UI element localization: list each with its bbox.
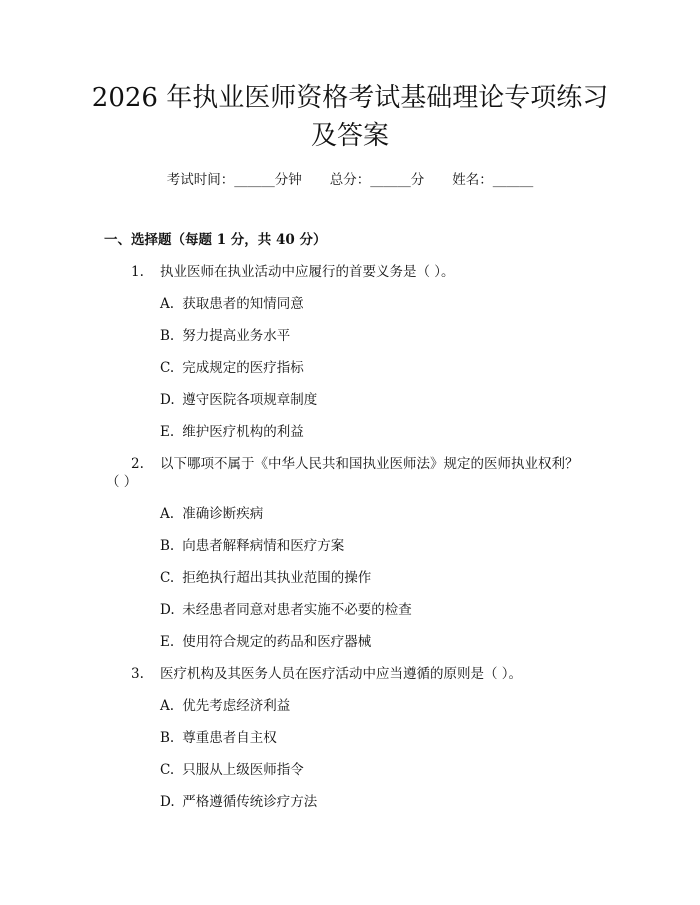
total-score-label: 总分：______分 xyxy=(329,172,425,188)
option-item[interactable] xyxy=(160,504,263,524)
page-title-line2: 及答案 xyxy=(310,121,389,151)
option-item[interactable] xyxy=(160,792,317,812)
option-letter: B. xyxy=(160,328,175,344)
option-text: 严格遵循传统诊疗方法 xyxy=(182,794,318,810)
section-heading: 一、选择题（每题 1 分，共 40 分） xyxy=(104,232,327,248)
option-letter: A. xyxy=(160,296,175,312)
question-text: 执业医师在执业活动中应履行的首要义务是（ ）。 xyxy=(160,264,455,280)
student-name-label: 姓名：______ xyxy=(452,172,534,188)
option-item[interactable] xyxy=(160,728,277,748)
option-item[interactable] xyxy=(160,326,290,346)
option-letter: D. xyxy=(160,794,175,810)
option-item[interactable] xyxy=(160,632,371,652)
option-text: 向患者解释病情和医疗方案 xyxy=(182,538,345,554)
option-letter: E. xyxy=(160,634,175,650)
option-text: 努力提高业务水平 xyxy=(182,328,291,344)
option-item[interactable] xyxy=(160,294,304,314)
option-letter: D. xyxy=(160,602,175,618)
option-text: 拒绝执行超出其执业范围的操作 xyxy=(182,570,372,586)
option-item[interactable] xyxy=(160,760,304,780)
option-text: 只服从上级医师指令 xyxy=(182,762,304,778)
option-letter: B. xyxy=(160,538,175,554)
option-text: 准确诊断疾病 xyxy=(182,506,264,522)
option-text: 优先考虑经济利益 xyxy=(182,698,291,714)
question-text-continued: （ ） xyxy=(106,474,138,490)
question-text: 医疗机构及其医务人员在医疗活动中应当遵循的原则是（ ）。 xyxy=(160,666,523,682)
option-text: 维护医疗机构的利益 xyxy=(182,424,304,440)
question-number: 1. xyxy=(131,264,144,280)
option-text: 使用符合规定的药品和医疗器械 xyxy=(182,634,372,650)
option-item[interactable] xyxy=(160,390,317,410)
option-item[interactable] xyxy=(160,422,304,442)
option-letter: E. xyxy=(160,424,175,440)
option-text: 遵守医院各项规章制度 xyxy=(182,392,318,408)
option-letter: A. xyxy=(160,506,175,522)
option-text: 尊重患者自主权 xyxy=(182,730,277,746)
option-letter: C. xyxy=(160,360,175,376)
question-number: 3. xyxy=(131,666,144,682)
option-text: 未经患者同意对患者实施不必要的检查 xyxy=(182,602,412,618)
option-item[interactable] xyxy=(160,600,412,620)
exam-time-label: 考试时间：______分钟 xyxy=(166,172,302,188)
exam-meta xyxy=(0,170,700,190)
option-item[interactable] xyxy=(160,568,371,588)
option-item[interactable] xyxy=(160,536,344,556)
page-title: 2026 年执业医师资格考试基础理论专项练习 xyxy=(91,83,609,113)
option-letter: C. xyxy=(160,762,175,778)
option-item[interactable] xyxy=(160,358,304,378)
option-text: 获取患者的知情同意 xyxy=(182,296,304,312)
option-letter: B. xyxy=(160,730,175,746)
option-letter: A. xyxy=(160,698,175,714)
question-text: 以下哪项不属于《中华人民共和国执业医师法》规定的医师执业权利？ xyxy=(160,456,579,472)
option-text: 完成规定的医疗指标 xyxy=(182,360,304,376)
option-item[interactable] xyxy=(160,696,290,716)
option-letter: C. xyxy=(160,570,175,586)
question-number: 2. xyxy=(131,456,144,472)
option-letter: D. xyxy=(160,392,175,408)
